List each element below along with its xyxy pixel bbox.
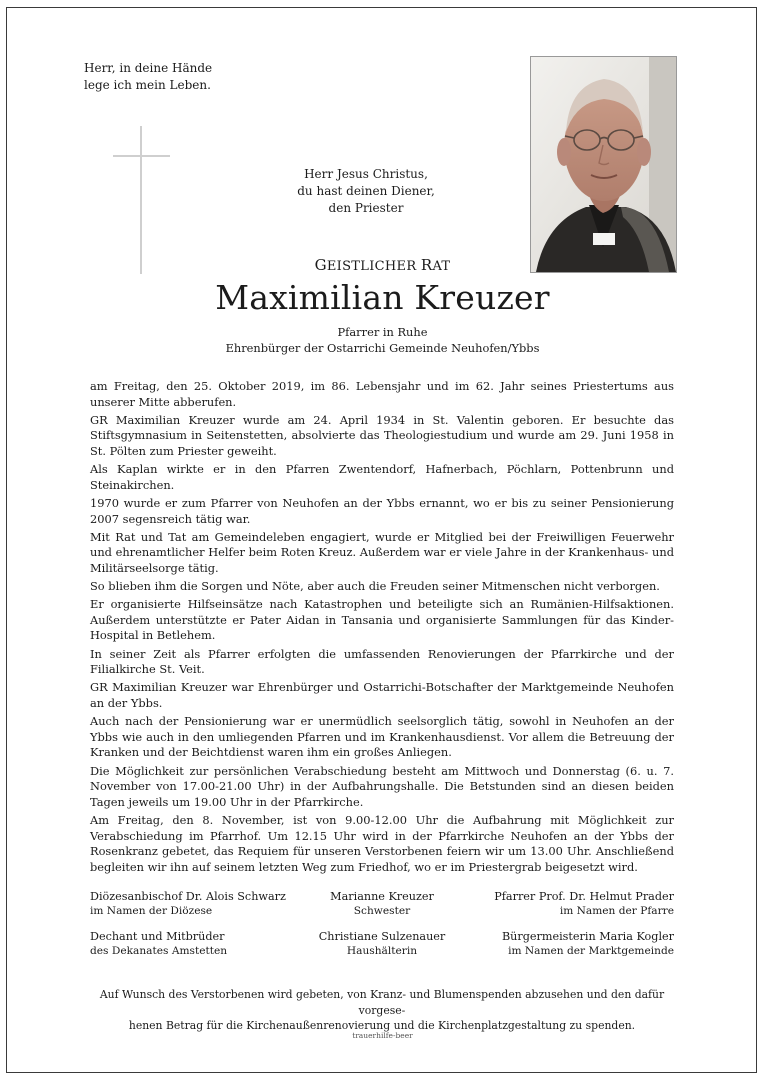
paragraph: 1970 wurde er zum Pfarrer von Neuhofen an der Ybbs ernannt, wo er bis zu seiner Pensionierung 2007 segensreich tätig war. (90, 495, 674, 526)
verse-center-line: du hast deinen Diener, (297, 184, 435, 198)
obituary-text (90, 379, 674, 878)
paragraph: Mit Rat und Tat am Gemeindeleben engagiert, wurde er Mitglied bei der Freiwilligen Feuerwehr und ehrenamtlicher Helfer beim Roten Kreuz. Außerdem war er viele Jahre in der Krankenhaus- und Militärseelsorge tätig. (90, 529, 674, 575)
paragraph: So blieben ihm die Sorgen und Nöte, aber auch die Freuden seiner Mitmenschen nicht verborgen. (90, 579, 660, 594)
signature-deanery (90, 929, 310, 959)
closing-line: henen Betrag für die Kirchenaußenrenovierung und die Kirchenplatzgestaltung zu spenden. (128, 1019, 636, 1032)
signature-role: im Namen der Marktgemeinde (508, 945, 674, 957)
signature-name: Pfarrer Prof. Dr. Helmut Prader (494, 890, 674, 903)
paragraph: GR Maximilian Kreuzer war Ehrenbürger und Ostarrichi-Botschafter der Marktgemeinde Neuhofen an der Ybbs. (90, 680, 674, 711)
signature-housekeeper (282, 929, 482, 959)
signature-role: im Namen der Pfarre (559, 905, 674, 917)
signature-name: Christiane Sulzenauer (318, 930, 446, 943)
cross-icon-bar (113, 155, 170, 157)
verse-left-line: lege ich mein Leben. (84, 78, 211, 92)
paragraph: Am Freitag, den 8. November, ist von 9.00-12.00 Uhr die Aufbahrung mit Möglichkeit zur Verabschiedung im Pfarrhof. Um 12.15 Uhr wird in der Pfarrkirche Neuhofen an der Ybbs der Rosenkranz gebetet, das Requiem für unseren Verstorbenen feiern wir um 13.00 Uhr. Anschließend begleiten wir ihn auf seinem letzten Weg zum Friedhof, wo er im Priestergrab beigesetzt wird. (90, 812, 674, 874)
verse-center-line: den Priester (328, 201, 404, 215)
signature-sister (282, 889, 482, 919)
verse-center (296, 166, 436, 217)
verse-left (84, 60, 212, 94)
paragraph: In seiner Zeit als Pfarrer erfolgten die umfassenden Renovierungen der Pfarrkirche und der Filialkirche St. Veit. (90, 646, 674, 677)
title-rank (0, 256, 763, 274)
paragraph: am Freitag, den 25. Oktober 2019, im 86. Lebensjahr und im 62. Jahr seines Priestertums aus unserer Mitte abberufen. (90, 379, 674, 409)
paragraph: Die Möglichkeit zur persönlichen Verabschiedung besteht am Mittwoch und Donnerstag (6. u. 7. November von 17.00-21.00 Uhr) in der Aufbahrungshalle. Die Betstunden sind an diesen beiden Tagen jeweils um 19.00 Uhr in der Pfarrkirche. (90, 763, 674, 809)
signature-role: Haushälterin (346, 945, 418, 957)
paragraph: GR Maximilian Kreuzer wurde am 24. April 1934 in St. Valentin geboren. Er besuchte das Stiftsgymnasium in Seitenstetten, absolvierte das Theologiestudium und wurde am 29. Juni 1958 in St. Pölten zum Priester geweiht. (90, 412, 674, 458)
deceased-name: Maximilian Kreuzer (215, 278, 550, 317)
signature-role: Schwester (353, 905, 411, 917)
paragraph: Auch nach der Pensionierung war er unermüdlich seelsorglich tätig, sowohl in Neuhofen an der Ybbs wie auch in den umliegenden Pfarren und im Krankenhausdienst. Vor allem die Betreuung der Kranken und der Beichtdienst waren ihm ein großes Anliegen. (90, 714, 674, 760)
verse-left-line: Herr, in deine Hände (84, 61, 213, 75)
signature-parish-priest (454, 889, 674, 919)
portrait-photo (530, 56, 677, 273)
cross-icon (140, 126, 142, 274)
signature-name: Bürgermeisterin Maria Kogler (501, 930, 674, 943)
signature-name: Marianne Kreuzer (330, 890, 434, 903)
signature-mayor (454, 929, 674, 959)
signature-name: Diözesanbischof Dr. Alois Schwarz (90, 890, 286, 903)
signature-role: des Dekanates Amstetten (90, 945, 228, 957)
paragraph: Er organisierte Hilfseinsätze nach Katastrophen und beteiligte sich an Rumänien-Hilfsaktionen. Außerdem unterstützte er Pater Aidan in Tansania und organisierte Sammlungen für das Kinder-Hospital in Betlehem. (90, 597, 674, 643)
signature-name: Dechant und Mitbrüder (90, 930, 225, 943)
paragraph: Als Kaplan wirkte er in den Pfarren Zwentendorf, Hafnerbach, Pöchlarn, Pottenbrunn und Steinakirchen. (90, 462, 674, 492)
signature-bishop (90, 889, 310, 919)
verse-center-line: Herr Jesus Christus, (304, 167, 428, 181)
subtitle-role: Pfarrer in Ruhe (337, 325, 428, 339)
title-text: EISTLICHER (326, 259, 417, 274)
footer-credit: trauerhilfe-beer (352, 1031, 413, 1040)
closing-note (86, 987, 678, 1034)
signature-role: im Namen der Diözese (90, 905, 213, 917)
subtitle-honor: Ehrenbürger der Ostarrichi Gemeinde Neuhofen/Ybbs (225, 341, 540, 355)
title-text: AT (432, 259, 451, 274)
closing-line: Auf Wunsch des Verstorbenen wird gebeten, von Kranz- und Blumenspenden abzusehen und den dafür vorgese- (99, 988, 665, 1017)
title-letter: G (314, 256, 327, 274)
title-letter: R (420, 256, 433, 274)
